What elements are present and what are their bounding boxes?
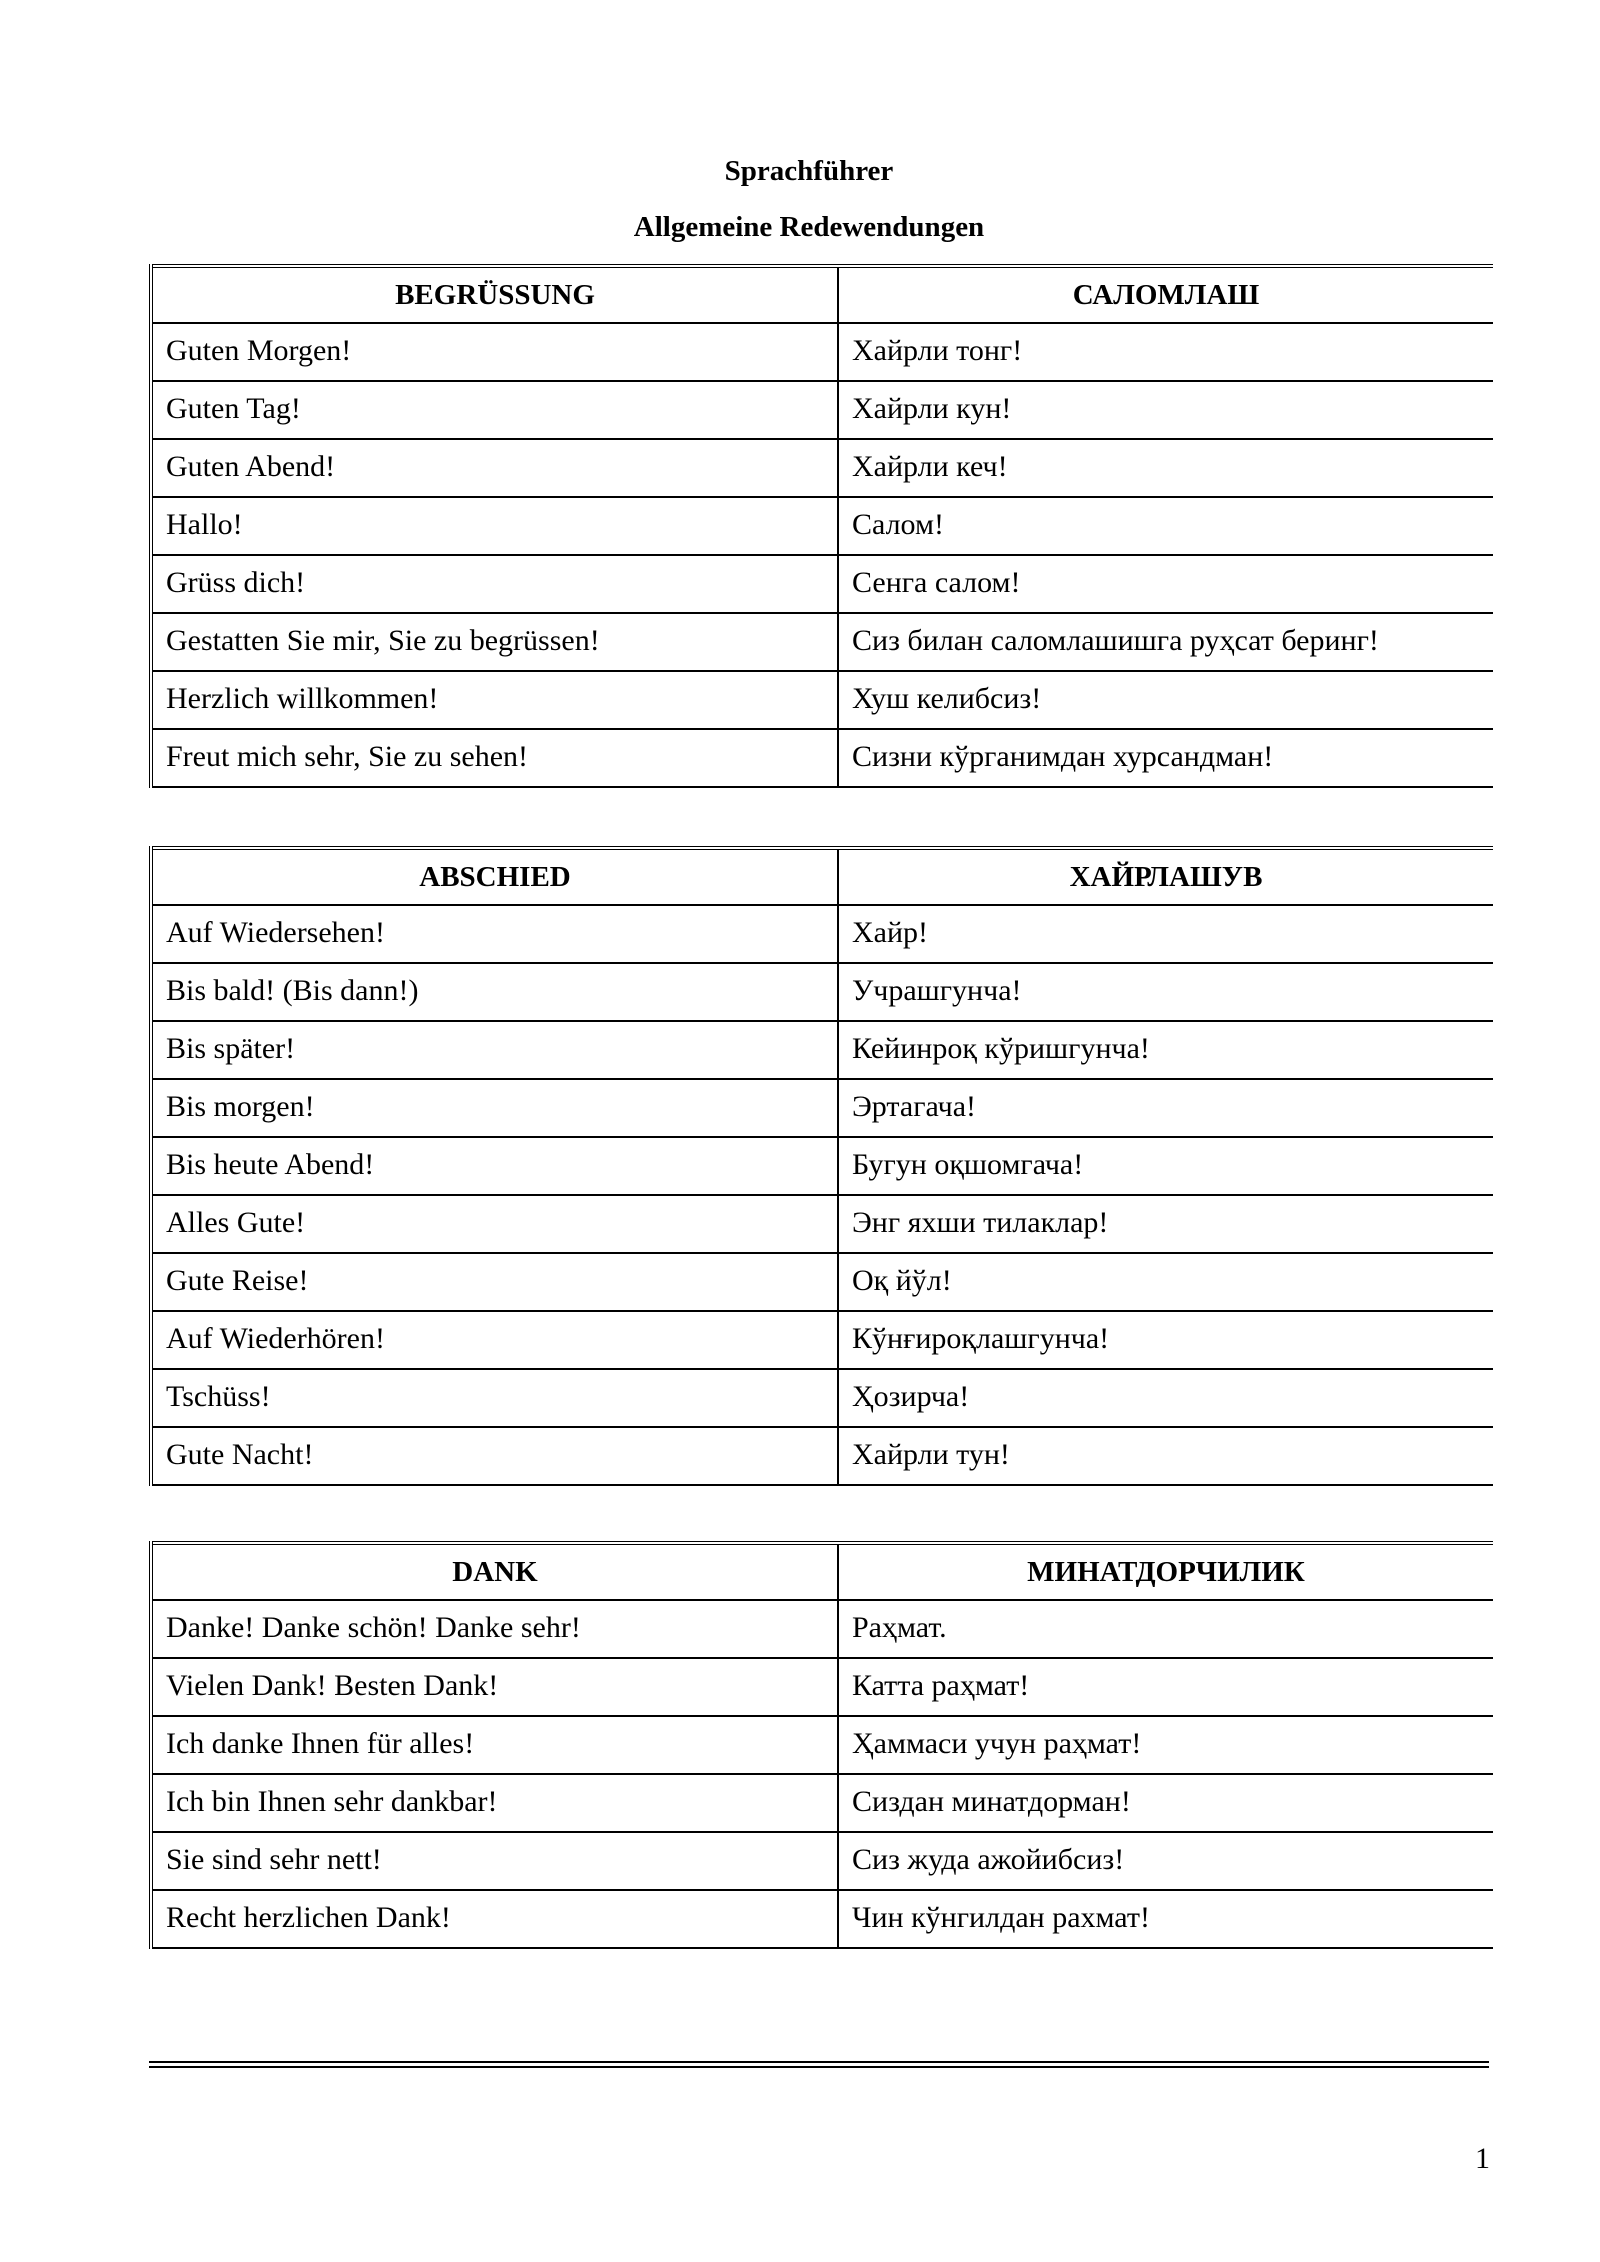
table-row	[153, 1428, 1493, 1486]
phrase-german: Danke! Danke schön! Danke sehr!	[153, 1601, 839, 1657]
page-number: 1	[1475, 2142, 1490, 2175]
phrase-german: Gute Reise!	[153, 1254, 839, 1310]
table-row	[153, 1196, 1493, 1254]
phrase-german: Hallo!	[153, 498, 839, 554]
phrase-uzbek: Эртагача!	[852, 1090, 977, 1123]
table-row	[153, 1022, 1493, 1080]
table-row	[153, 1601, 1493, 1659]
table-header-row	[153, 1541, 1493, 1601]
table-row	[153, 1717, 1493, 1775]
table-header-row	[153, 846, 1493, 906]
table-row	[153, 382, 1493, 440]
phrase-german: Ich bin Ihnen sehr dankbar!	[153, 1775, 839, 1831]
header-german: DANK	[153, 1545, 839, 1599]
table-row	[153, 1254, 1493, 1312]
phrase-german: Sie sind sehr nett!	[153, 1833, 839, 1889]
phrase-german: Bis heute Abend!	[153, 1138, 839, 1194]
table-row	[153, 730, 1493, 788]
phrase-uzbek: Чин кўнгилдан рахмат!	[852, 1901, 1150, 1934]
thanks-table	[149, 1541, 1493, 1949]
phrase-uzbek: Сиз жуда ажойибсиз!	[852, 1843, 1125, 1876]
table-row	[153, 1370, 1493, 1428]
table-row	[153, 498, 1493, 556]
table-row	[153, 1138, 1493, 1196]
phrase-uzbek: Кўнғироқлашгунча!	[852, 1322, 1110, 1355]
table-row	[153, 906, 1493, 964]
phrase-german: Freut mich sehr, Sie zu sehen!	[153, 730, 839, 786]
phrase-uzbek: Ҳозирча!	[852, 1380, 970, 1413]
phrase-german: Alles Gute!	[153, 1196, 839, 1252]
phrase-uzbek: Хуш келибсиз!	[852, 682, 1042, 715]
phrase-german: Gute Nacht!	[153, 1428, 839, 1484]
phrase-german: Guten Abend!	[153, 440, 839, 496]
phrase-uzbek: Хайрли тун!	[852, 1438, 1010, 1471]
phrase-uzbek: Сенга салом!	[852, 566, 1021, 599]
phrase-german: Ich danke Ihnen für alles!	[153, 1717, 839, 1773]
table-row	[153, 672, 1493, 730]
phrase-uzbek: Сизни кўрганимдан хурсандман!	[852, 740, 1274, 773]
phrase-german: Vielen Dank! Besten Dank!	[153, 1659, 839, 1715]
phrase-uzbek: Ҳаммаси учун раҳмат!	[852, 1727, 1142, 1760]
table-header-row	[153, 264, 1493, 324]
phrase-uzbek: Хайрли кеч!	[852, 450, 1008, 483]
phrase-german: Tschüss!	[153, 1370, 839, 1426]
header-uzbek: МИНАТДОРЧИЛИК	[1027, 1556, 1305, 1588]
phrase-uzbek: Раҳмат.	[852, 1611, 947, 1644]
header-uzbek: САЛОМЛАШ	[1072, 279, 1260, 311]
page-title: Sprachführer	[724, 155, 894, 187]
table-row	[153, 324, 1493, 382]
table-row	[153, 964, 1493, 1022]
table-row	[153, 1833, 1493, 1891]
phrase-uzbek: Кейинроқ кўришгунча!	[852, 1032, 1150, 1065]
phrase-german: Gestatten Sie mir, Sie zu begrüssen!	[153, 614, 839, 670]
table-row	[153, 1891, 1493, 1949]
farewell-table	[149, 846, 1493, 1486]
table-row	[153, 1775, 1493, 1833]
table-row	[153, 1312, 1493, 1370]
phrase-uzbek: Оқ йўл!	[852, 1264, 952, 1297]
footer-divider	[149, 2061, 1489, 2068]
header-german: ABSCHIED	[153, 850, 839, 904]
phrase-german: Herzlich willkommen!	[153, 672, 839, 728]
phrase-german: Bis bald! (Bis dann!)	[153, 964, 839, 1020]
phrase-german: Guten Tag!	[153, 382, 839, 438]
table-row	[153, 1080, 1493, 1138]
table-row	[153, 1659, 1493, 1717]
table-row	[153, 556, 1493, 614]
phrase-german: Bis später!	[153, 1022, 839, 1078]
phrase-german: Grüss dich!	[153, 556, 839, 612]
phrase-german: Bis morgen!	[153, 1080, 839, 1136]
phrase-uzbek: Энг яхши тилаклар!	[852, 1206, 1109, 1239]
page-subtitle: Allgemeine Redewendungen	[633, 211, 985, 243]
header-uzbek: ХАЙРЛАШУВ	[1069, 861, 1263, 893]
table-row	[153, 440, 1493, 498]
phrase-uzbek: Хайр!	[852, 916, 929, 949]
table-row	[153, 614, 1493, 672]
phrase-uzbek: Хайрли кун!	[852, 392, 1012, 425]
phrase-uzbek: Бугун оқшомгача!	[852, 1148, 1084, 1181]
phrase-uzbek: Салом!	[852, 508, 944, 541]
phrase-german: Recht herzlichen Dank!	[153, 1891, 839, 1947]
phrase-german: Auf Wiederhören!	[153, 1312, 839, 1368]
phrase-uzbek: Сиздан минатдорман!	[852, 1785, 1131, 1818]
phrase-uzbek: Хайрли тонг!	[852, 334, 1023, 367]
greeting-table	[149, 264, 1493, 788]
phrase-german: Auf Wiedersehen!	[153, 906, 839, 962]
phrase-uzbek: Катта раҳмат!	[852, 1669, 1030, 1702]
phrase-german: Guten Morgen!	[153, 324, 839, 380]
header-german: BEGRÜSSUNG	[153, 268, 839, 322]
phrase-uzbek: Учрашгунча!	[852, 974, 1022, 1007]
phrase-uzbek: Сиз билан саломлашишга руҳсат беринг!	[852, 624, 1379, 657]
